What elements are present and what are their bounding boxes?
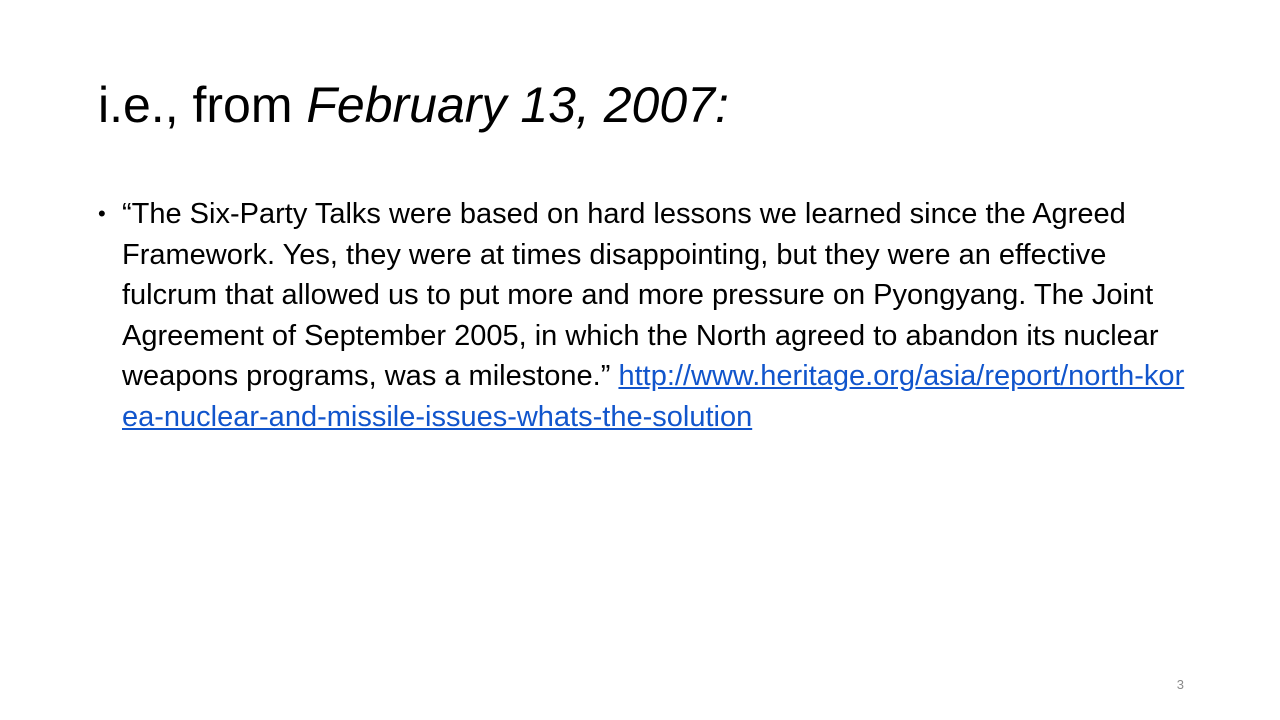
title-date: February 13, 2007: bbox=[306, 77, 729, 133]
bullet-marker: • bbox=[98, 201, 106, 226]
title-prefix: i.e., from bbox=[98, 77, 307, 133]
page-number: 3 bbox=[1176, 677, 1184, 692]
source-link[interactable]: http://www.heritage.org/asia/report/north-korea-nuclear-and-missile-issues-whats-the-solution bbox=[122, 360, 1185, 433]
slide-body bbox=[98, 194, 1188, 437]
quote-text: “The Six-Party Talks were based on hard lessons we learned since the Agreed Framework. Yes, they were at times disappointing, but they were an effective fulcrum that allowed us to put more and more pressure on Pyongyang. The Joint Agreement of September 2005, in which the North agreed to abandon its nuclear weapons programs, was a milestone.” bbox=[122, 198, 1159, 392]
slide-title bbox=[98, 70, 1178, 140]
bullet-item bbox=[98, 194, 1188, 437]
